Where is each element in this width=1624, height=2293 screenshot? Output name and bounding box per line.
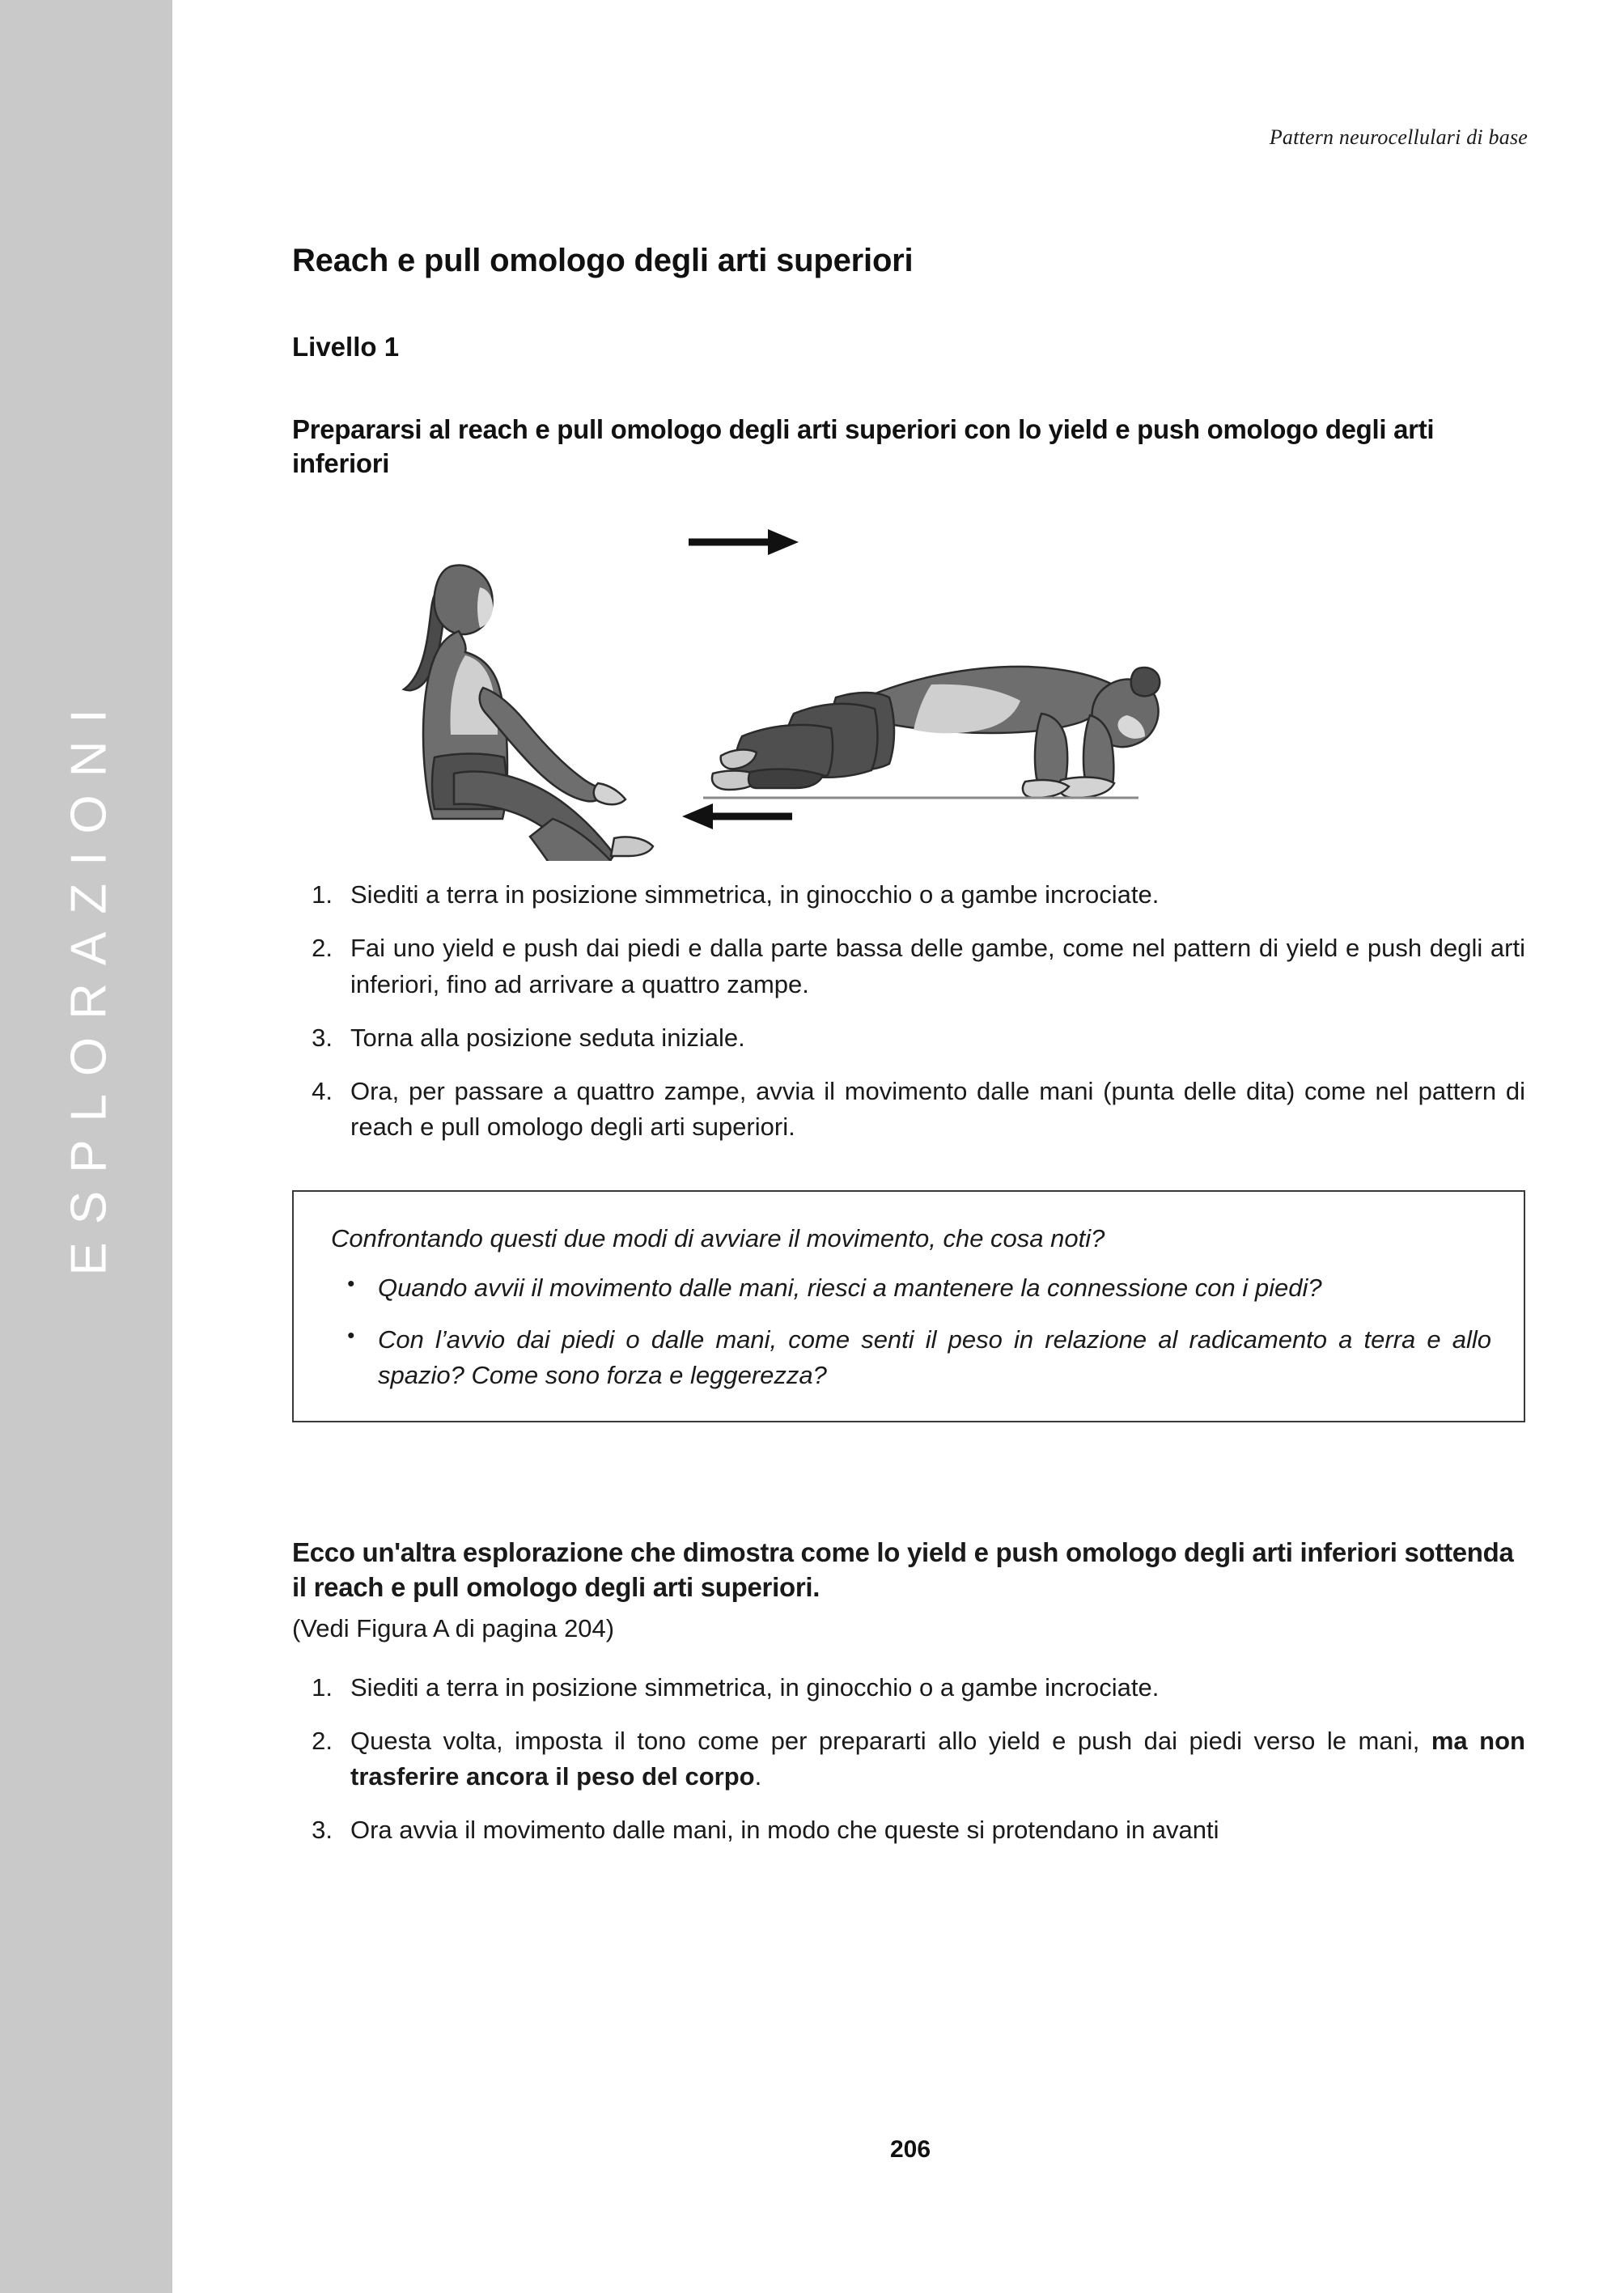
list-item-text: Siediti a terra in posizione simmetrica, in ginocchio o a gambe incrociate. — [350, 1672, 1160, 1702]
list-item-text: Torna alla posizione seduta iniziale. — [350, 1023, 745, 1052]
list-item-text: Con l’avvio dai piedi o dalle mani, come senti il peso in relazione al radicamento a terra e allo spazio? Come sono forza e leggerezza? — [378, 1325, 1491, 1389]
second-exploration-section — [292, 1536, 1525, 1848]
list-item-emphasis: ma non trasferire ancora il peso del corpo — [350, 1726, 1525, 1791]
list-item-number: 2. — [312, 934, 333, 963]
list-item-text-tail: . — [754, 1761, 762, 1791]
list-item-text: Questa volta, imposta il tono come per prepararti allo yield e push dai piedi verso le mani, — [350, 1726, 1431, 1755]
list-item-number: 1. — [312, 880, 333, 909]
side-tab-label: ESPLORAZIONI — [61, 691, 117, 1276]
page-title: Reach e pull omologo degli arti superiori — [292, 243, 914, 278]
figure-quadruped — [712, 667, 1160, 798]
section-subtitle: Prepararsi al reach e pull omologo degli arti superiori con lo yield e push omologo degli arti inferiori — [292, 414, 1435, 479]
reflection-callout — [292, 1190, 1525, 1422]
list-item — [292, 877, 1525, 913]
list-item-text: Siediti a terra in posizione simmetrica, in ginocchio o a gambe incrociate. — [350, 880, 1160, 909]
list-item-number: 2. — [312, 1726, 333, 1755]
list-item-text: Quando avvii il movimento dalle mani, riesci a mantenere la connessione con i piedi? — [378, 1273, 1322, 1302]
list-item — [292, 1723, 1525, 1795]
list-item — [292, 1670, 1525, 1706]
page-body — [182, 0, 1624, 2293]
bullet-icon: • — [347, 1270, 355, 1295]
arrow-left-icon — [682, 803, 792, 829]
callout-list — [326, 1270, 1491, 1393]
side-tab-band — [0, 0, 182, 2293]
list-item-number: 3. — [312, 1815, 333, 1844]
exercise-figure — [292, 513, 1525, 861]
callout-lead-text: Confrontando questi due modi di avviare il movimento, che cosa noti? — [331, 1223, 1105, 1252]
page-number-value: 206 — [889, 2136, 931, 2163]
section2-heading: Ecco un'altra esplorazione che dimostra come lo yield e push omologo degli arti inferiori sottenda il reach e pull omologo degli arti superiori. — [292, 1537, 1514, 1602]
level-heading: Livello 1 — [292, 332, 400, 362]
list-item — [292, 930, 1525, 1002]
list-item-number: 1. — [312, 1672, 333, 1702]
content-column — [292, 243, 1525, 1848]
page-number — [182, 2136, 1624, 2164]
steps-list-2 — [292, 1670, 1525, 1848]
running-head: Pattern neurocellulari di base — [1269, 125, 1528, 149]
list-item-text: Ora avvia il movimento dalle mani, in modo che queste si protendano in avanti — [350, 1815, 1219, 1844]
list-item — [292, 1812, 1525, 1848]
list-item — [292, 1020, 1525, 1056]
bullet-icon: • — [347, 1322, 355, 1347]
list-item — [292, 1074, 1525, 1145]
section2-figure-note: (Vedi Figura A di pagina 204) — [292, 1613, 615, 1642]
list-item-text: Fai uno yield e push dai piedi e dalla parte bassa delle gambe, come nel pattern di yield e push degli arti inferiori, fino ad arrivare a quattro zampe. — [350, 934, 1525, 998]
side-tab-inner-edge — [172, 0, 182, 2293]
arrow-right-icon — [689, 529, 799, 555]
list-item — [326, 1270, 1491, 1306]
steps-list-1 — [292, 877, 1525, 1144]
list-item-text: Ora, per passare a quattro zampe, avvia il movimento dalle mani (punta delle dita) come nel pattern di reach e pull omologo degli arti superiori. — [350, 1076, 1525, 1141]
list-item — [326, 1322, 1491, 1393]
list-item-number: 3. — [312, 1023, 333, 1052]
figure-seated — [404, 566, 653, 861]
list-item-number: 4. — [312, 1076, 333, 1105]
